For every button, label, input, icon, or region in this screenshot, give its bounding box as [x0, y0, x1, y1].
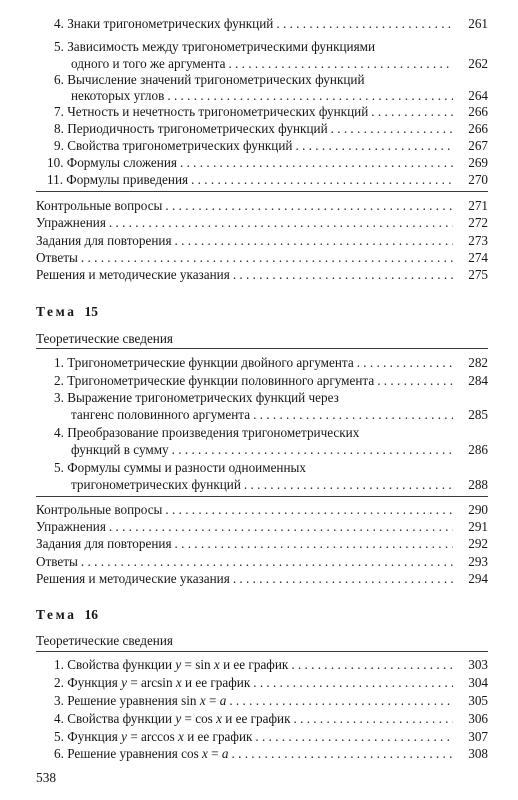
toc-entry-page: 308 [468, 746, 488, 761]
toc-entry [36, 234, 488, 247]
toc-entry-title: 3. Выражение тригонометрических функций через [54, 390, 339, 405]
toc-entry-title: Контрольные вопросы [36, 198, 163, 213]
toc-entry-page: 307 [468, 729, 488, 744]
toc-entry-title: 4. Знаки тригонометрических функций [54, 16, 274, 31]
page-number: 538 [36, 770, 57, 785]
toc-entry [47, 156, 488, 169]
toc-entry [54, 712, 488, 725]
toc-entry-title-cont: тригонометрических функций [71, 477, 241, 492]
toc-entry-title: Задания для повторения [36, 536, 172, 551]
toc-entry-title: 10. Формулы сложения [47, 155, 177, 170]
dot-leader [255, 730, 453, 743]
toc-entry [36, 572, 488, 585]
topic-heading [36, 305, 98, 318]
toc-entry-title: 11. Формулы приведения [47, 172, 189, 187]
toc-entry-title-cont: функций в сумму [71, 442, 169, 457]
dot-leader [295, 139, 453, 152]
dot-leader [175, 537, 453, 550]
toc-entry-page: 264 [468, 88, 488, 103]
toc-entry [36, 199, 488, 212]
toc-entry [36, 555, 488, 568]
dot-leader [253, 676, 453, 689]
toc-entry [54, 676, 488, 689]
toc-entry [54, 139, 488, 152]
topic-heading [36, 608, 98, 621]
dot-leader [357, 356, 453, 369]
theory-label: Теоретические сведения [36, 331, 173, 346]
dot-leader [167, 89, 453, 102]
dot-leader [165, 199, 453, 212]
dot-leader [294, 712, 453, 725]
toc-entry-title: 2. Тригонометрические функции половинного аргумента [54, 373, 375, 388]
toc-entry [36, 251, 488, 264]
toc-entry [71, 89, 488, 102]
dot-leader [371, 105, 453, 118]
toc-entry-title-cont: одного и того же аргумента [71, 56, 226, 71]
toc-entry-title: Решения и методические указания [36, 571, 230, 586]
toc-entry-page: 286 [468, 442, 488, 457]
toc-entry [54, 747, 488, 760]
topic-number: 15 [84, 304, 98, 319]
toc-entry-page: 288 [468, 477, 488, 492]
toc-entry [54, 17, 488, 30]
dot-leader [109, 216, 453, 229]
section-divider [36, 348, 488, 349]
theory-label: Теоретические сведения [36, 633, 173, 648]
toc-entry-page: 266 [468, 104, 488, 119]
toc-entry [71, 478, 488, 491]
toc-entry-title: 5. Зависимость между тригонометрическими функциями [54, 39, 376, 54]
toc-entry-title: 1. Тригонометрические функции двойного аргумента [54, 355, 354, 370]
toc-entry-title: Решения и методические указания [36, 267, 230, 282]
toc-entry-title: Упражнения [36, 215, 106, 230]
toc-entry-page: 304 [468, 675, 488, 690]
toc-entry-page: 290 [468, 502, 488, 517]
toc-entry-page: 284 [468, 373, 488, 388]
toc-entry-title: Ответы [36, 554, 78, 569]
toc-entry-title: 5. Функция y = arccos x и ее график [54, 729, 253, 744]
toc-entry-page: 274 [468, 250, 488, 265]
dot-leader [81, 251, 453, 264]
toc-entry-page: 269 [468, 155, 488, 170]
toc-entry-page: 294 [468, 571, 488, 586]
topic-word: Тема [36, 304, 77, 319]
toc-entry-page: 271 [468, 198, 488, 213]
toc-entry [71, 443, 488, 456]
toc-entry-title-cont: некоторых углов [71, 88, 165, 103]
toc-entry-page: 282 [468, 355, 488, 370]
toc-entry-page: 261 [468, 16, 488, 31]
toc-entry [54, 356, 488, 369]
toc-entry-page: 267 [468, 138, 488, 153]
toc-entry-title: Ответы [36, 250, 78, 265]
toc-entry-page: 291 [468, 519, 488, 534]
toc-entry [54, 122, 488, 135]
dot-leader [233, 268, 453, 281]
toc-entry [54, 658, 488, 671]
toc-entry [36, 503, 488, 516]
toc-entry [54, 105, 488, 118]
toc-entry-page: 293 [468, 554, 488, 569]
dot-leader [109, 520, 453, 533]
toc-entry-title: 7. Четность и нечетность тригонометрических функций [54, 104, 369, 119]
dot-leader [172, 443, 453, 456]
toc-entry-page: 306 [468, 711, 488, 726]
toc-entry [71, 408, 488, 421]
dot-leader [180, 156, 453, 169]
toc-entry-title: Задания для повторения [36, 233, 172, 248]
dot-leader [229, 694, 453, 707]
section-divider [36, 191, 488, 192]
toc-entry-page: 303 [468, 657, 488, 672]
toc-entry [36, 537, 488, 550]
dot-leader [228, 57, 453, 70]
toc-entry-title: 9. Свойства тригонометрических функций [54, 138, 293, 153]
dot-leader [165, 503, 453, 516]
dot-leader [81, 555, 453, 568]
toc-entry-page: 292 [468, 536, 488, 551]
toc-entry-page: 305 [468, 693, 488, 708]
toc-entry-title: Упражнения [36, 519, 106, 534]
toc-entry-page: 270 [468, 172, 488, 187]
toc-entry-title: 6. Вычисление значений тригонометрических функций [54, 72, 365, 87]
dot-leader [291, 658, 453, 671]
toc-entry-title: 2. Функция y = arcsin x и ее график [54, 675, 251, 690]
toc-entry-page: 272 [468, 215, 488, 230]
dot-leader [232, 747, 454, 760]
toc-entry-title: 4. Преобразование произведения тригонометрических [54, 425, 360, 440]
toc-entry [54, 374, 488, 387]
topic-number: 16 [84, 607, 98, 622]
toc-entry-title: Контрольные вопросы [36, 502, 163, 517]
toc-entry-page: 285 [468, 407, 488, 422]
toc-entry-title: 8. Периодичность тригонометрических функций [54, 121, 328, 136]
dot-leader [175, 234, 453, 247]
dot-leader [191, 173, 453, 186]
toc-entry [47, 173, 488, 186]
toc-entry-title: 4. Свойства функции y = cos x и ее график [54, 711, 291, 726]
section-divider [36, 651, 488, 652]
toc-entry [54, 730, 488, 743]
toc-entry-page: 262 [468, 56, 488, 71]
toc-entry-page: 273 [468, 233, 488, 248]
toc-entry [36, 520, 488, 533]
dot-leader [253, 408, 453, 421]
toc-entry [71, 57, 488, 70]
section-divider [36, 496, 488, 497]
toc-entry-title: 6. Решение уравнения cos x = a [54, 746, 229, 761]
toc-entry-title-cont: тангенс половинного аргумента [71, 407, 251, 422]
dot-leader [233, 572, 453, 585]
topic-word: Тема [36, 607, 77, 622]
toc-entry-page: 266 [468, 121, 488, 136]
toc-entry-title: 5. Формулы суммы и разности одноименных [54, 460, 306, 475]
toc-entry [36, 216, 488, 229]
dot-leader [276, 17, 453, 30]
dot-leader [244, 478, 453, 491]
toc-entry-page: 275 [468, 267, 488, 282]
dot-leader [377, 374, 453, 387]
toc-entry-title: 3. Решение уравнения sin x = a [54, 693, 227, 708]
toc-entry-title: 1. Свойства функции y = sin x и ее график [54, 657, 289, 672]
dot-leader [331, 122, 453, 135]
toc-entry [54, 694, 488, 707]
toc-entry [36, 268, 488, 281]
